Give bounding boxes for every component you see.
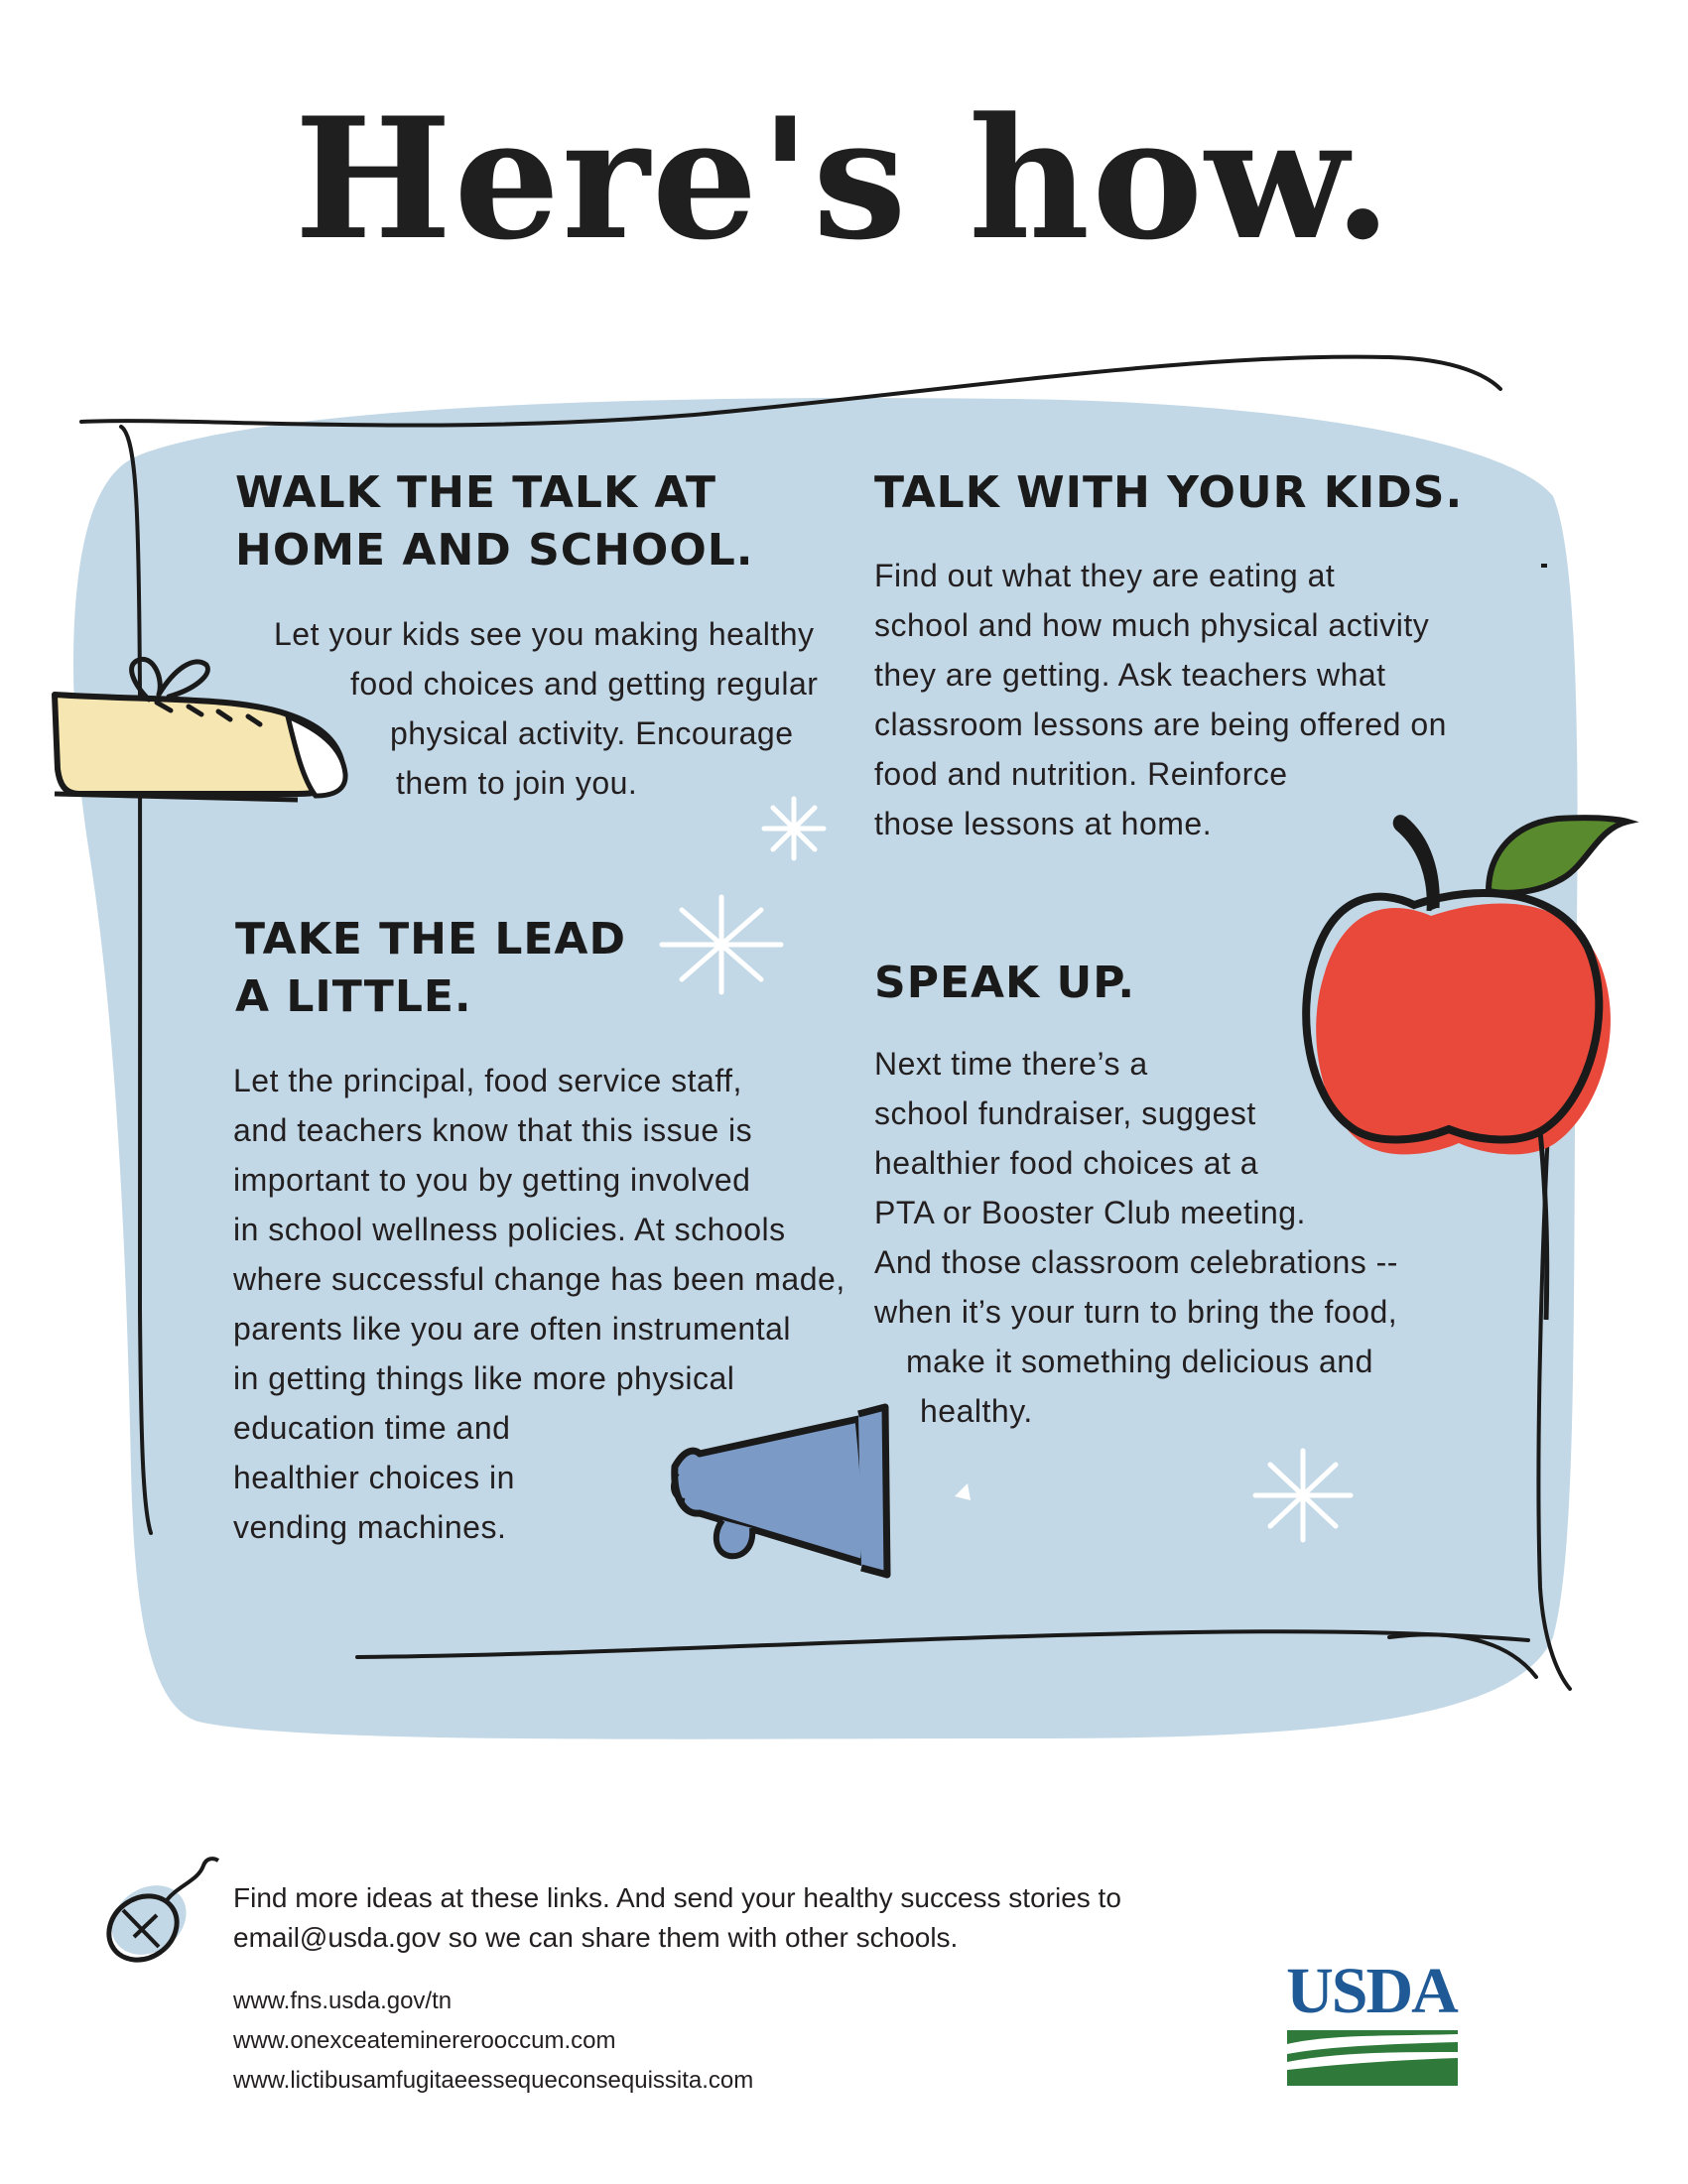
snowflake-icon [764,799,824,858]
text-line: parents like you are often instrumental [233,1311,792,1347]
talk-section-heading [874,464,1463,522]
text-line: physical activity. Encourage [390,715,794,751]
text-line: healthier food choices at a [874,1145,1259,1181]
text-line: healthy. [920,1393,1033,1429]
text-line: them to join you. [396,765,638,801]
text-line: Find out what they are eating at [874,558,1336,593]
text-line: when it’s your turn to bring the food, [874,1294,1398,1330]
text-line: those lessons at home. [874,806,1213,841]
text-line: education time and [233,1410,511,1446]
lead-section-heading [235,911,626,1026]
walk-section-heading [235,464,753,579]
text-line: classroom lessons are being offered on [874,707,1447,742]
footer-links [233,1982,753,2101]
speak-section-heading [874,955,1135,1012]
computer-mouse-icon [96,1859,218,1973]
footer-line: email@usda.gov so we can share them with other schools. [233,1922,959,1953]
heading-line: SPEAK UP. [874,958,1136,1008]
snowflake-icon [662,897,781,992]
text-line: Let the principal, food service staff, [233,1063,742,1098]
footer-link[interactable]: www.lictibusamfugitaeesseque​consequissita.com [233,2067,754,2094]
text-line: in getting things like more physical [233,1360,735,1396]
text-line: important to you by getting involved [233,1162,751,1198]
heading-line: HOME AND SCHOOL. [235,525,754,576]
text-line: vending machines. [233,1509,507,1545]
text-line: food and nutrition. Reinforce [874,756,1288,792]
footer-link[interactable]: www.onexceateminereroo​ccum.com [233,2027,616,2054]
text-line: food choices and getting regular [350,666,819,702]
page-title: Here's how. [294,80,1394,277]
text-line: school and how much physical activity [874,607,1430,643]
text-line: Let your kids see you making healthy [274,616,815,652]
lead-section-text [233,1056,845,1552]
text-line: healthier choices in [233,1460,515,1495]
text-line: in school wellness policies. At schools [233,1212,786,1247]
footer-message [233,1878,1121,1958]
heading-line: WALK THE TALK AT [235,467,717,518]
text-line: they are getting. Ask teachers what [874,657,1386,693]
heading-line: TALK WITH YOUR KIDS. [874,467,1464,518]
snowflake-icon [1255,1451,1351,1540]
footer-line: Find more ideas at these links. And send your healthy success stories to [233,1882,1121,1913]
heading-line: A LITTLE. [235,971,472,1022]
usda-logo [1283,1955,1460,2087]
text-line: where successful change has been made, [233,1261,845,1297]
talk-section-text [874,551,1447,848]
text-line: and teachers know that this issue is [233,1112,753,1148]
text-line: PTA or Booster Club meeting. [874,1195,1306,1230]
speak-section-text [874,1039,1398,1436]
footer-link[interactable]: www.fns.usda.gov/tn [233,1988,453,2014]
text-line: And those classroom celebrations -- [874,1244,1398,1280]
heading-line: TAKE THE LEAD [235,914,627,964]
walk-section-text [0,609,819,808]
text-line: school fundraiser, suggest [874,1095,1256,1131]
usda-logo-text: USDA [1286,1955,1457,2027]
text-line: Next time there’s a [874,1046,1148,1082]
text-line: make it something delicious and [906,1344,1373,1379]
